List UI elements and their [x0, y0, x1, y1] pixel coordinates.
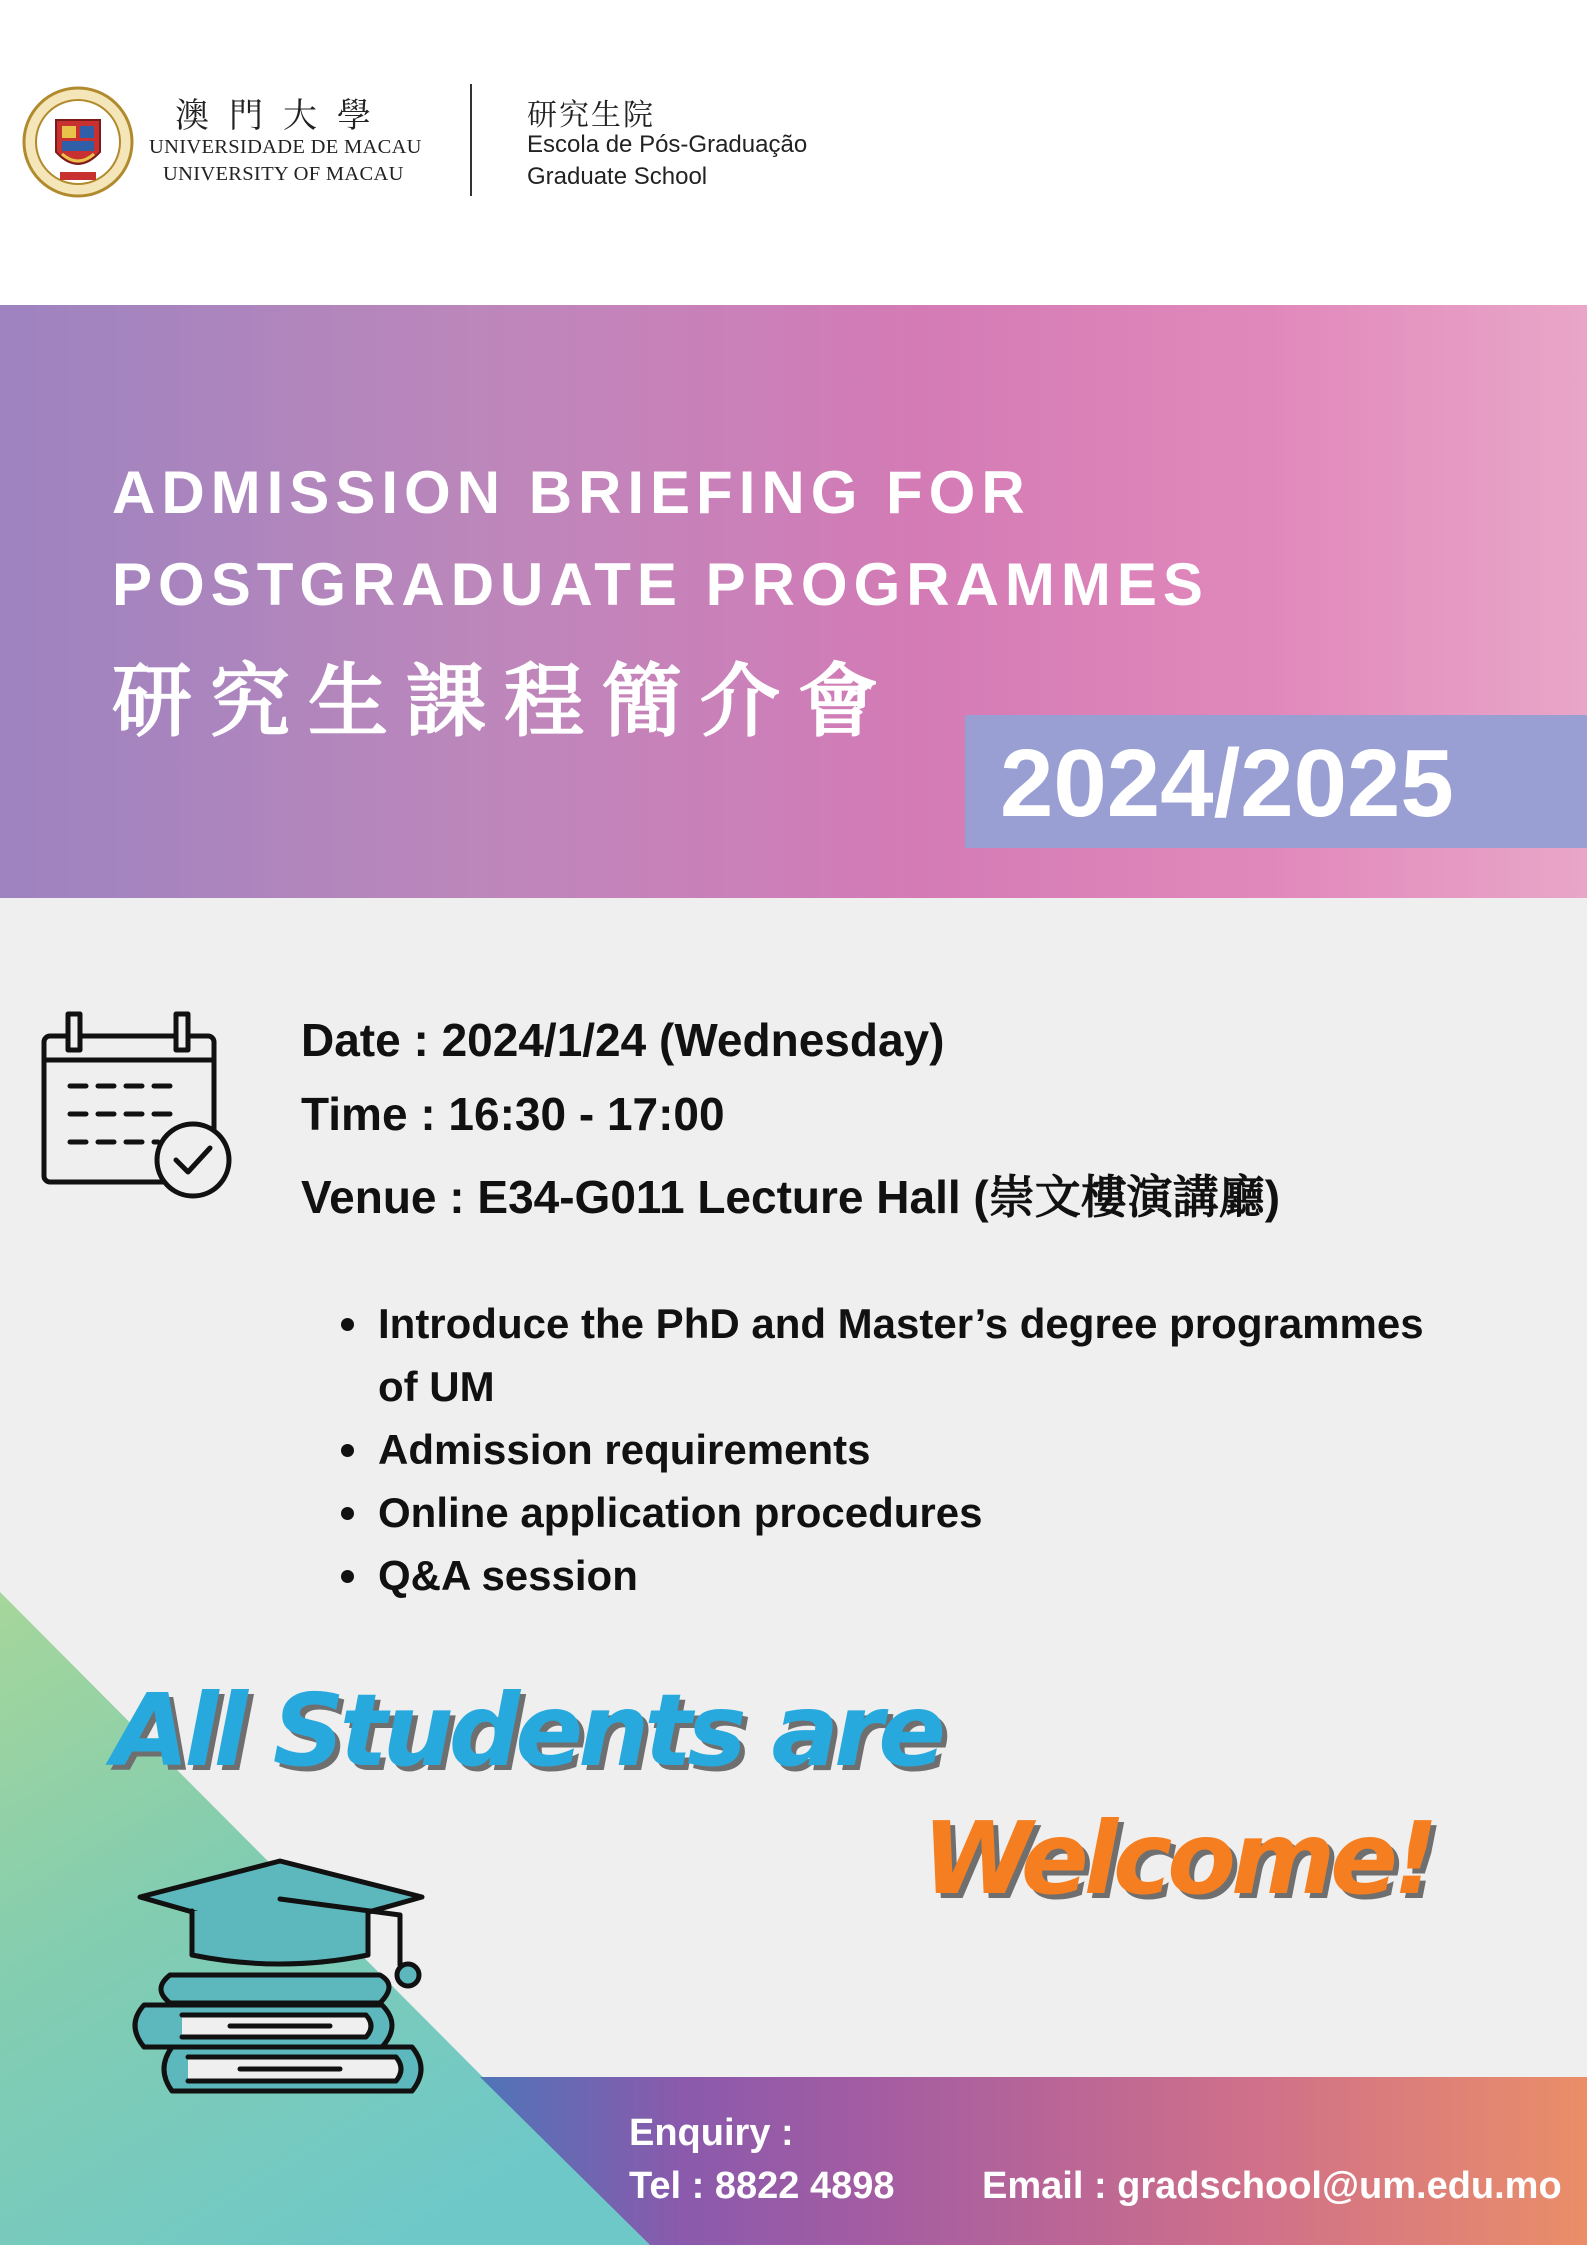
enquiry-label: Enquiry : [629, 2112, 794, 2154]
agenda-item-programmes-continued: of UM [378, 1363, 495, 1410]
agenda-item-requirements: Admission requirements [378, 1426, 871, 1473]
school-name-english: Graduate School [527, 163, 708, 190]
agenda-item-programmes: Introduce the PhD and Master’s degree programmes [378, 1300, 1424, 1347]
enquiry-telephone: Tel : 8822 4898 [629, 2165, 895, 2207]
school-name-portuguese: Escola de Pós-Graduação [527, 131, 808, 158]
year-text: 2024/2025 [1000, 730, 1454, 837]
event-venue: Venue : E34-G011 Lecture Hall (崇文樓演講廳) [301, 1171, 1281, 1223]
agenda-item-application: Online application procedures [378, 1489, 983, 1536]
university-name-english: UNIVERSITY OF MACAU [163, 163, 404, 185]
title-line-2: POSTGRADUATE PROGRAMMES [112, 551, 1209, 618]
welcome-line-1: All Students are [112, 1672, 942, 1789]
calendar-check-icon [40, 1010, 236, 1202]
event-date: Date : 2024/1/24 (Wednesday) [301, 1014, 945, 1066]
title-line-1: ADMISSION BRIEFING FOR [112, 459, 1031, 526]
bullet-dot [341, 1570, 354, 1583]
university-name-portuguese: UNIVERSIDADE DE MACAU [149, 136, 422, 158]
agenda-item-qa: Q&A session [378, 1552, 638, 1599]
enquiry-email: Email : gradschool@um.edu.mo [982, 2165, 1562, 2207]
event-time: Time : 16:30 - 17:00 [301, 1088, 725, 1140]
title-chinese: 研究生課程簡介會 [112, 655, 896, 748]
bullet-dot [341, 1507, 354, 1520]
school-name-chinese: 研究生院 [527, 99, 655, 132]
welcome-line-2: Welcome! [922, 1800, 1434, 1917]
footer-enquiry-band [0, 2077, 1587, 2245]
bullet-dot [341, 1318, 354, 1331]
university-name-chinese: 澳門大學 [175, 96, 391, 136]
bullet-dot [341, 1444, 354, 1457]
